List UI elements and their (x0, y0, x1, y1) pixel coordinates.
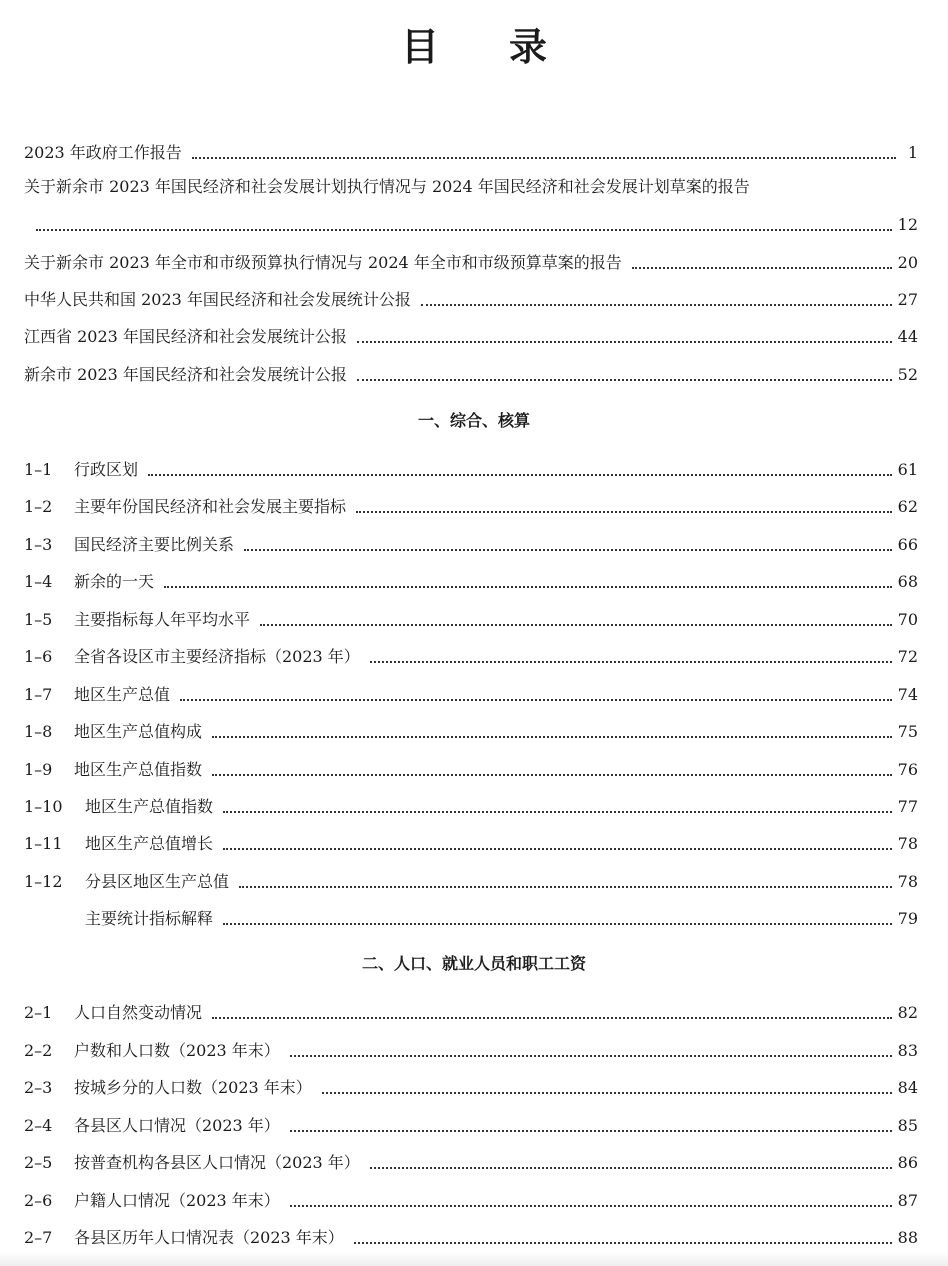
toc-entry[interactable] (24, 567, 918, 593)
entry-code: 1–9 (24, 760, 53, 779)
toc-entry[interactable] (24, 138, 918, 164)
dot-leader (148, 474, 892, 476)
toc-entry[interactable] (24, 1036, 918, 1062)
toc-entry[interactable] (24, 1073, 918, 1099)
dot-leader (223, 848, 892, 850)
entry-title: 行政区划 (74, 460, 139, 479)
dot-leader (290, 1205, 892, 1207)
dot-leader (192, 157, 896, 159)
entry-page: 74 (897, 685, 918, 704)
entry-code: 2–7 (24, 1228, 53, 1247)
entry-page: 83 (897, 1041, 918, 1060)
entry-page: 61 (897, 460, 918, 479)
entry-page: 78 (897, 834, 918, 853)
toc-entry[interactable] (24, 792, 918, 818)
toc-entry[interactable] (24, 829, 918, 855)
dot-leader (632, 267, 892, 269)
entry-page: 79 (897, 909, 918, 928)
toc-entry[interactable] (24, 642, 918, 668)
entry-page: 86 (897, 1153, 918, 1172)
entry-code: 2–6 (24, 1191, 53, 1210)
page-bottom-shadow (0, 1252, 948, 1266)
toc-entry-continuation[interactable] (24, 210, 918, 236)
dot-leader (290, 1130, 892, 1132)
dot-leader (164, 586, 892, 588)
entry-page: 66 (897, 535, 918, 554)
dot-leader (223, 923, 892, 925)
dot-leader (36, 229, 892, 231)
entry-title: 全省各设区市主要经济指标（2023 年） (74, 647, 360, 666)
entry-code: 2–2 (24, 1041, 53, 1060)
dot-leader (239, 886, 892, 888)
entry-code: 1–6 (24, 647, 53, 666)
toc-entry[interactable] (24, 605, 918, 631)
entry-title: 新余市 2023 年国民经济和社会发展统计公报 (24, 365, 347, 384)
entry-code: 1–8 (24, 722, 53, 741)
entry-title: 按城乡分的人口数（2023 年末） (74, 1078, 312, 1097)
entry-title: 户数和人口数（2023 年末） (74, 1041, 280, 1060)
entry-page: 52 (897, 365, 918, 384)
toc-entry[interactable] (24, 755, 918, 781)
entry-title: 分县区地区生产总值 (85, 872, 230, 891)
entry-code: 1–11 (24, 834, 63, 853)
entry-title: 关于新余市 2023 年全市和市级预算执行情况与 2024 年全市和市级预算草案的报告 (24, 253, 622, 272)
entry-page: 12 (897, 215, 918, 234)
dot-leader (357, 379, 892, 381)
entry-title: 2023 年政府工作报告 (24, 143, 182, 162)
entry-code: 1–12 (24, 872, 63, 891)
toc-entry[interactable] (24, 360, 918, 386)
entry-page: 87 (897, 1191, 918, 1210)
entry-page: 78 (897, 872, 918, 891)
entry-title: 中华人民共和国 2023 年国民经济和社会发展统计公报 (24, 290, 411, 309)
entry-title: 各县区人口情况（2023 年） (74, 1116, 280, 1135)
toc-entry[interactable] (24, 867, 918, 893)
entry-page: 88 (897, 1228, 918, 1247)
entry-code: 1–1 (24, 460, 53, 479)
dot-leader (357, 341, 892, 343)
entry-page: 72 (897, 647, 918, 666)
entry-page: 62 (897, 497, 918, 516)
entry-title: 国民经济主要比例关系 (74, 535, 235, 554)
toc-entry[interactable] (24, 248, 918, 274)
entry-code: 2–1 (24, 1003, 53, 1022)
toc-entry[interactable] (24, 998, 918, 1024)
entry-code: 1–3 (24, 535, 53, 554)
entry-title: 户籍人口情况（2023 年末） (74, 1191, 280, 1210)
title-char-2: 录 (509, 25, 548, 69)
section-heading: 一、综合、核算 (417, 411, 530, 430)
entry-page: 77 (897, 797, 918, 816)
entry-code: 1–7 (24, 685, 53, 704)
dot-leader (244, 549, 892, 551)
entry-page: 27 (897, 290, 918, 309)
dot-leader (421, 304, 892, 306)
toc-entry[interactable] (24, 530, 918, 556)
entry-title: 地区生产总值指数 (85, 797, 214, 816)
toc-entry[interactable] (24, 285, 918, 311)
dot-leader (180, 699, 892, 701)
page-title (0, 16, 948, 71)
toc-entry[interactable] (24, 717, 918, 743)
toc-entry[interactable] (24, 455, 918, 481)
dot-leader (354, 1242, 892, 1244)
entry-page: 68 (897, 572, 918, 591)
entry-title: 各县区历年人口情况表（2023 年末） (74, 1228, 344, 1247)
entry-code: 2–3 (24, 1078, 53, 1097)
toc-entry-long-title[interactable]: 关于新余市 2023 年国民经济和社会发展计划执行情况与 2024 年国民经济和社会发展计划草案的报告 (24, 177, 750, 196)
entry-code: 1–4 (24, 572, 53, 591)
entry-page: 70 (897, 610, 918, 629)
toc-entry[interactable] (24, 322, 918, 348)
entry-code: 2–5 (24, 1153, 53, 1172)
toc-entry[interactable] (24, 1223, 918, 1249)
entry-code: 1–5 (24, 610, 53, 629)
entry-title: 江西省 2023 年国民经济和社会发展统计公报 (24, 327, 347, 346)
toc-entry[interactable] (24, 1111, 918, 1137)
entry-page: 84 (897, 1078, 918, 1097)
entry-title: 人口自然变动情况 (74, 1003, 203, 1022)
dot-leader (290, 1055, 892, 1057)
section-heading: 二、人口、就业人员和职工工资 (361, 954, 586, 973)
entry-page: 75 (897, 722, 918, 741)
entry-title: 地区生产总值指数 (74, 760, 203, 779)
toc-entry[interactable] (24, 492, 918, 518)
entry-page: 1 (907, 143, 918, 162)
entry-title: 主要统计指标解释 (85, 909, 214, 928)
entry-title: 地区生产总值构成 (74, 722, 203, 741)
dot-leader (212, 736, 892, 738)
dot-leader (260, 624, 892, 626)
dot-leader (322, 1092, 892, 1094)
entry-title: 新余的一天 (74, 572, 155, 591)
dot-leader (212, 774, 892, 776)
entry-title: 主要指标每人年平均水平 (74, 610, 251, 629)
entry-title: 主要年份国民经济和社会发展主要指标 (74, 497, 347, 516)
entry-code: 2–4 (24, 1116, 53, 1135)
entry-page: 44 (897, 327, 918, 346)
entry-page: 76 (897, 760, 918, 779)
toc-entry[interactable] (24, 1148, 918, 1174)
entry-title: 按普查机构各县区人口情况（2023 年） (74, 1153, 360, 1172)
entry-title: 地区生产总值增长 (85, 834, 214, 853)
toc-entry[interactable] (24, 680, 918, 706)
toc-entry[interactable] (24, 1186, 918, 1212)
dot-leader (370, 1167, 892, 1169)
dot-leader (370, 661, 892, 663)
dot-leader (356, 511, 892, 513)
entry-code: 1–10 (24, 797, 63, 816)
entry-page: 85 (897, 1116, 918, 1135)
dot-leader (223, 811, 892, 813)
entry-code: 1–2 (24, 497, 53, 516)
entry-page: 20 (897, 253, 918, 272)
title-char-1: 目 (400, 25, 439, 69)
dot-leader (212, 1017, 892, 1019)
toc-entry[interactable] (24, 904, 918, 930)
entry-page: 82 (897, 1003, 918, 1022)
entry-title: 地区生产总值 (74, 685, 171, 704)
